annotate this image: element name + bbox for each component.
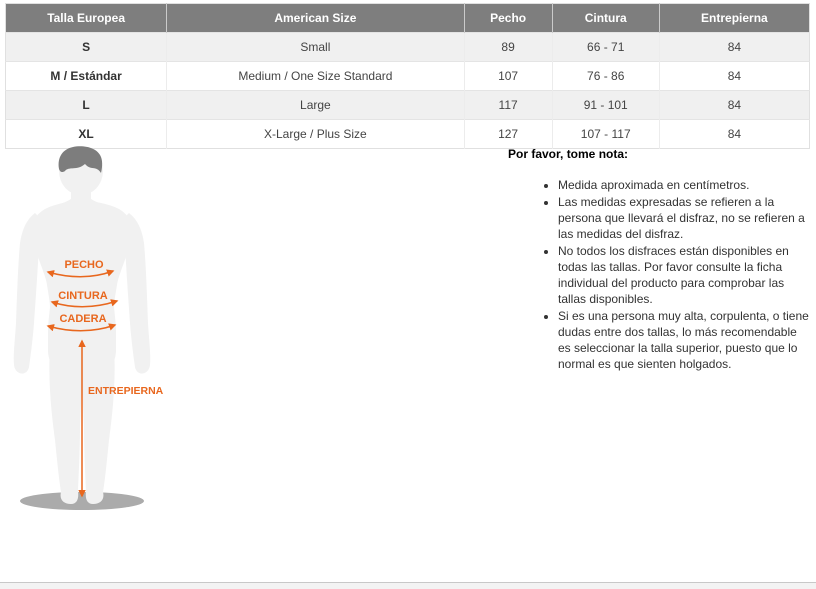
cell-waist: 91 - 101 — [552, 91, 659, 120]
body-measurement-diagram — [5, 145, 185, 517]
cell-us-size: Small — [167, 33, 464, 62]
note-item: • No todos los disfraces están disponibles en todas las tallas. Por favor consulte la ficha individual del producto para comprobar las tallas disponibles. — [558, 243, 810, 307]
cell-inseam: 84 — [659, 62, 809, 91]
cell-inseam: 84 — [659, 33, 809, 62]
table-row-m — [6, 62, 810, 91]
cell-chest: 127 — [464, 120, 552, 149]
header-american-size: American Size — [167, 4, 464, 33]
header-talla-europea: Talla Europea — [6, 4, 167, 33]
cell-chest: 107 — [464, 62, 552, 91]
cell-eu-size: XL — [6, 120, 167, 149]
cell-us-size: Medium / One Size Standard — [167, 62, 464, 91]
cell-inseam: 84 — [659, 120, 809, 149]
cell-eu-size: S — [6, 33, 167, 62]
header-cintura: Cintura — [552, 4, 659, 33]
hip-label: CADERA — [59, 313, 107, 325]
note-item: • Las medidas expresadas se refieren a la persona que llevará el disfraz, no se refieren a las medidas del disfraz. — [558, 194, 810, 242]
cell-waist: 66 - 71 — [552, 33, 659, 62]
note-item: • Si es una persona muy alta, corpulenta, o tiene dudas entre dos tallas, lo más recomendable es seleccionar la talla superior, puesto que lo normal es que sienten holgados. — [558, 308, 810, 372]
waist-label: CINTURA — [58, 290, 108, 302]
table-row-s — [6, 33, 810, 62]
header-entrepierna: Entrepierna — [659, 4, 809, 33]
size-chart-table — [5, 3, 810, 149]
cell-chest: 117 — [464, 91, 552, 120]
note-item: • Medida aproximada en centímetros. — [558, 177, 810, 193]
cell-eu-size: M / Estándar — [6, 62, 167, 91]
notes-list — [508, 177, 810, 372]
inseam-label: ENTREPIERNA — [88, 385, 164, 397]
body-silhouette-figure — [5, 145, 185, 517]
table-header-row — [6, 4, 810, 33]
cell-inseam: 84 — [659, 91, 809, 120]
notes-section — [508, 145, 810, 373]
table-row-l — [6, 91, 810, 120]
chest-label: PECHO — [64, 259, 104, 271]
cell-us-size: X-Large / Plus Size — [167, 120, 464, 149]
cell-eu-size: L — [6, 91, 167, 120]
notes-heading: Por favor, tome nota: — [508, 147, 629, 161]
cell-chest: 89 — [464, 33, 552, 62]
cell-us-size: Large — [167, 91, 464, 120]
cell-waist: 76 - 86 — [552, 62, 659, 91]
cell-waist: 107 - 117 — [552, 120, 659, 149]
header-pecho: Pecho — [464, 4, 552, 33]
